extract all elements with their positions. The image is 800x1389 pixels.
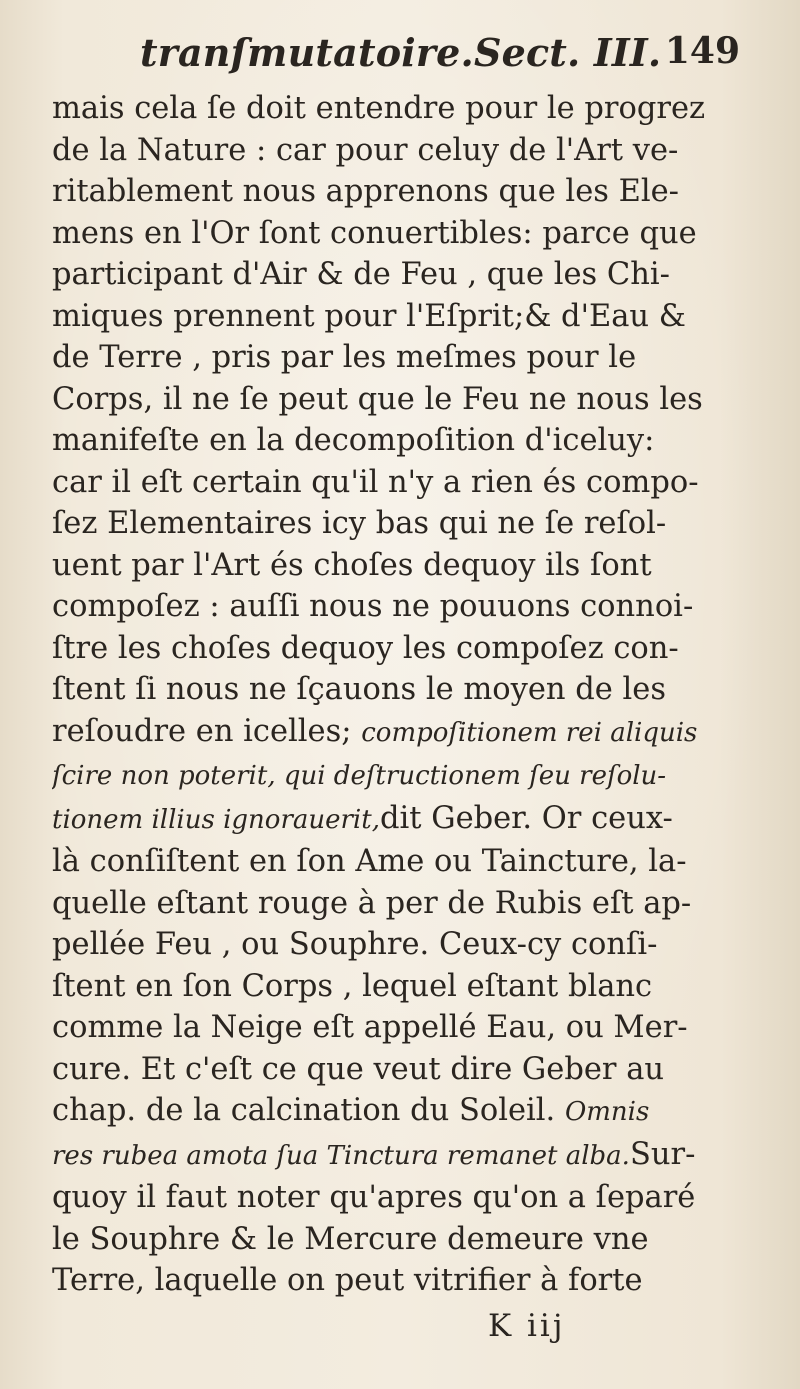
text-line [52,586,752,628]
text-line [52,1134,752,1178]
page-number: 149 [664,30,740,72]
latin-quotation: ſcire non poterit, qui deſtructionem ſeu reſolu- [52,761,667,791]
text-line [52,798,752,842]
text-line [52,966,752,1008]
body-text [52,88,752,1302]
text-segment: ſtent ſi nous ne ſçauons le moyen de les [52,672,666,707]
text-segment: ſtent en ſon Corps , lequel eſtant blanc [52,968,653,1004]
text-segment: ritablement nous apprenons que les Ele- [52,174,679,209]
text-segment: ſez Elementaires icy bas qui ne ſe reſol- [52,506,667,541]
text-segment: quelle eſtant rouge à per de Rubis eſt ap- [52,885,692,921]
text-line [52,924,752,966]
text-segment: miques prennent pour l'Eſprit;& d'Eau & [52,298,686,334]
text-line [52,1260,752,1302]
text-segment: uent par l'Art és choſes dequoy ils ſont [52,547,652,583]
text-line [52,883,752,925]
latin-quotation: Omnis [564,1097,650,1127]
text-line [52,1177,752,1219]
text-line [52,1049,752,1091]
text-segment: participant d'Air & de Feu , que les Chi- [52,257,670,292]
text-segment: pellée Feu , ou Souphre. Ceux-cy conſi- [52,927,658,962]
text-line [52,462,752,504]
latin-quotation: compoſitionem rei aliquis [361,717,698,748]
text-segment: cure. Et c'eſt ce que veut dire Geber au [52,1051,665,1087]
text-line [52,628,752,670]
text-segment: Corps, il ne ſe peut que le Feu ne nous les [52,381,703,417]
text-line [52,1090,752,1134]
running-head: tranſmutatoire.Sect. III. [140,30,662,75]
text-line [52,711,752,755]
text-line [52,296,752,338]
text-segment: car il eſt certain qu'il n'y a rien és compo- [52,464,699,500]
text-segment: mais cela ſe doit entendre pour le progrez [52,91,706,126]
text-segment: Sur- [629,1136,696,1172]
text-segment: de Terre , pris par les meſmes pour le [52,340,637,375]
text-line [52,130,752,172]
text-line [52,545,752,587]
text-line [52,1219,752,1261]
text-segment: quoy il faut noter qu'apres qu'on a ſeparé [52,1180,696,1215]
text-segment: mens en l'Or ſont conuertibles: parce que [52,215,697,251]
text-segment: reſoudre en icelles; [52,713,362,749]
text-line [52,337,752,379]
text-line [52,841,752,883]
text-line [52,503,752,545]
text-segment: là conſiſtent en ſon Ame ou Taincture, la- [52,844,687,879]
text-line [52,213,752,255]
text-line [52,754,752,798]
text-line [52,420,752,462]
text-segment: Terre, laquelle on peut vitrifier à forte [52,1263,643,1298]
text-segment: de la Nature : car pour celuy de l'Art ve- [52,132,679,168]
text-segment: dit Geber. Or ceux- [379,800,673,836]
text-segment: le Souphre & le Mercure demeure vne [52,1221,649,1257]
text-segment: manifeſte en la decompoſition d'iceluy: [52,423,655,458]
text-segment: compoſez : auſſi nous ne pouuons connoi- [52,589,694,624]
page-header [140,30,740,90]
text-segment: ſtre les choſes dequoy les compoſez con- [52,630,679,666]
text-line [52,88,752,130]
text-line [52,669,752,711]
text-segment: chap. de la calcination du Soleil. [52,1093,565,1128]
latin-quotation: tionem illius ignorauerit, [52,804,380,835]
text-line [52,379,752,421]
text-line [52,1007,752,1049]
signature-mark: K iij [488,1308,566,1344]
latin-quotation: res rubea amota ſua Tinctura remanet alba. [52,1140,630,1171]
text-segment: comme la Neige eſt appellé Eau, ou Mer- [52,1010,688,1045]
text-line [52,171,752,213]
text-line [52,254,752,296]
